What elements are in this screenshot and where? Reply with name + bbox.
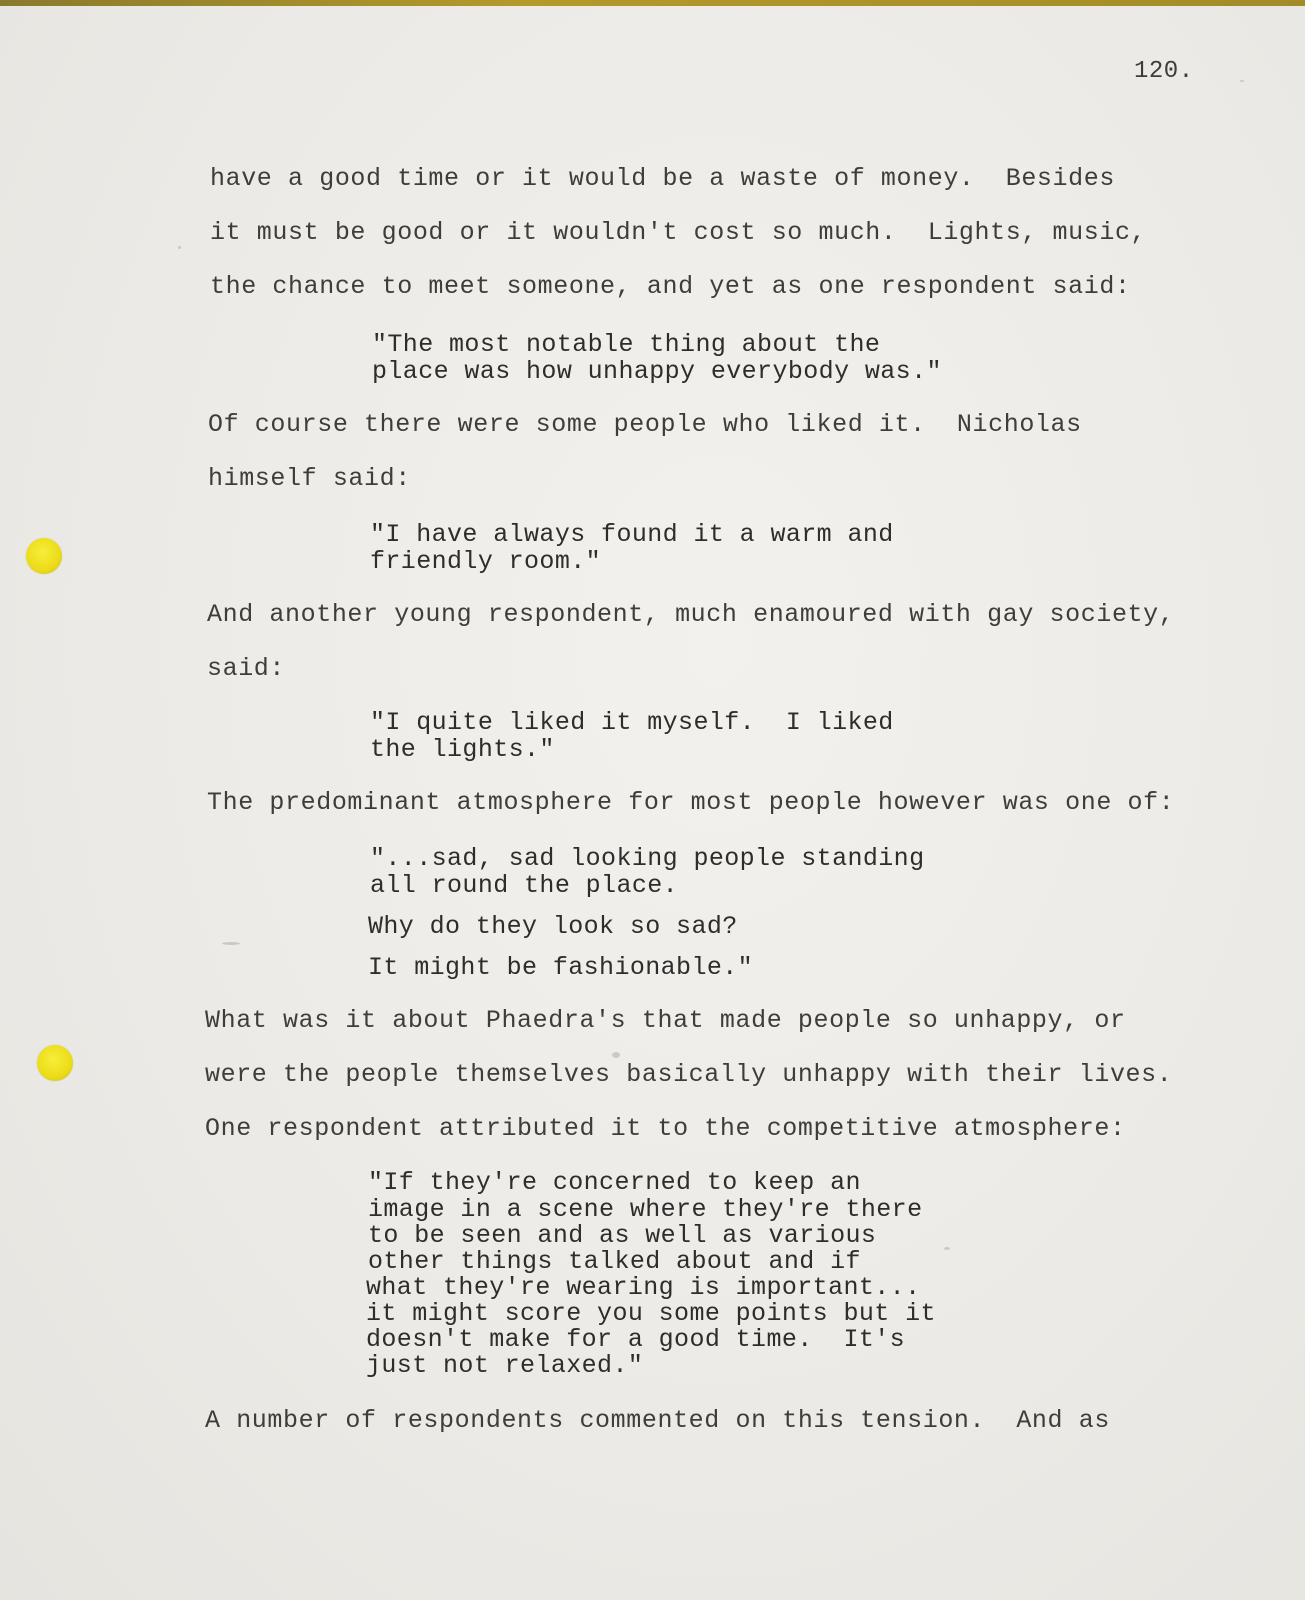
body-text-line: What was it about Phaedra's that made people so unhappy, or bbox=[205, 1006, 1126, 1035]
paper-speck bbox=[178, 246, 181, 249]
paper-speck bbox=[222, 942, 240, 945]
block-quote-line: "...sad, sad looking people standing bbox=[370, 844, 925, 873]
body-text-line: were the people themselves basically unhappy with their lives. bbox=[205, 1060, 1173, 1089]
body-text-line: it must be good or it wouldn't cost so much. Lights, music, bbox=[210, 218, 1147, 247]
block-quote-line: it might score you some points but it bbox=[366, 1299, 936, 1328]
body-text-line: A number of respondents commented on this tension. And as bbox=[205, 1406, 1110, 1435]
paper-speck bbox=[944, 1247, 950, 1250]
block-quote-line: other things talked about and if bbox=[368, 1247, 861, 1276]
body-text-line: the chance to meet someone, and yet as one respondent said: bbox=[210, 272, 1131, 301]
paper-speck bbox=[612, 1052, 620, 1058]
block-quote-line: the lights." bbox=[370, 735, 555, 764]
body-text-line: One respondent attributed it to the competitive atmosphere: bbox=[205, 1114, 1126, 1143]
body-text-line: The predominant atmosphere for most people however was one of: bbox=[207, 788, 1175, 817]
block-quote-line: "I quite liked it myself. I liked bbox=[370, 708, 894, 737]
block-quote-line: just not relaxed." bbox=[366, 1351, 644, 1380]
block-quote-line: "If they're concerned to keep an bbox=[368, 1168, 861, 1197]
block-quote-line: Why do they look so sad? bbox=[368, 912, 738, 941]
body-text-line: Of course there were some people who liked it. Nicholas bbox=[208, 410, 1082, 439]
block-quote-line: "The most notable thing about the bbox=[372, 330, 881, 359]
body-text-line: have a good time or it would be a waste of money. Besides bbox=[210, 164, 1115, 193]
block-quote-line: It might be fashionable." bbox=[368, 953, 754, 982]
body-text-line: himself said: bbox=[208, 464, 411, 493]
block-quote-line: all round the place. bbox=[370, 871, 679, 900]
binder-hole-top bbox=[26, 538, 62, 574]
block-quote-line: friendly room." bbox=[370, 547, 602, 576]
block-quote-line: doesn't make for a good time. It's bbox=[366, 1325, 906, 1354]
block-quote-line: place was how unhappy everybody was." bbox=[372, 357, 942, 386]
binder-hole-bottom bbox=[37, 1045, 73, 1081]
block-quote-line: image in a scene where they're there bbox=[368, 1195, 923, 1224]
paper-speck bbox=[1240, 80, 1244, 82]
block-quote-line: what they're wearing is important... bbox=[366, 1273, 921, 1302]
block-quote-line: "I have always found it a warm and bbox=[370, 520, 894, 549]
page-number: 120. bbox=[1134, 58, 1194, 85]
body-text-line: said: bbox=[207, 654, 286, 683]
block-quote-line: to be seen and as well as various bbox=[368, 1221, 877, 1250]
body-text-line: And another young respondent, much enamoured with gay society, bbox=[207, 600, 1175, 629]
